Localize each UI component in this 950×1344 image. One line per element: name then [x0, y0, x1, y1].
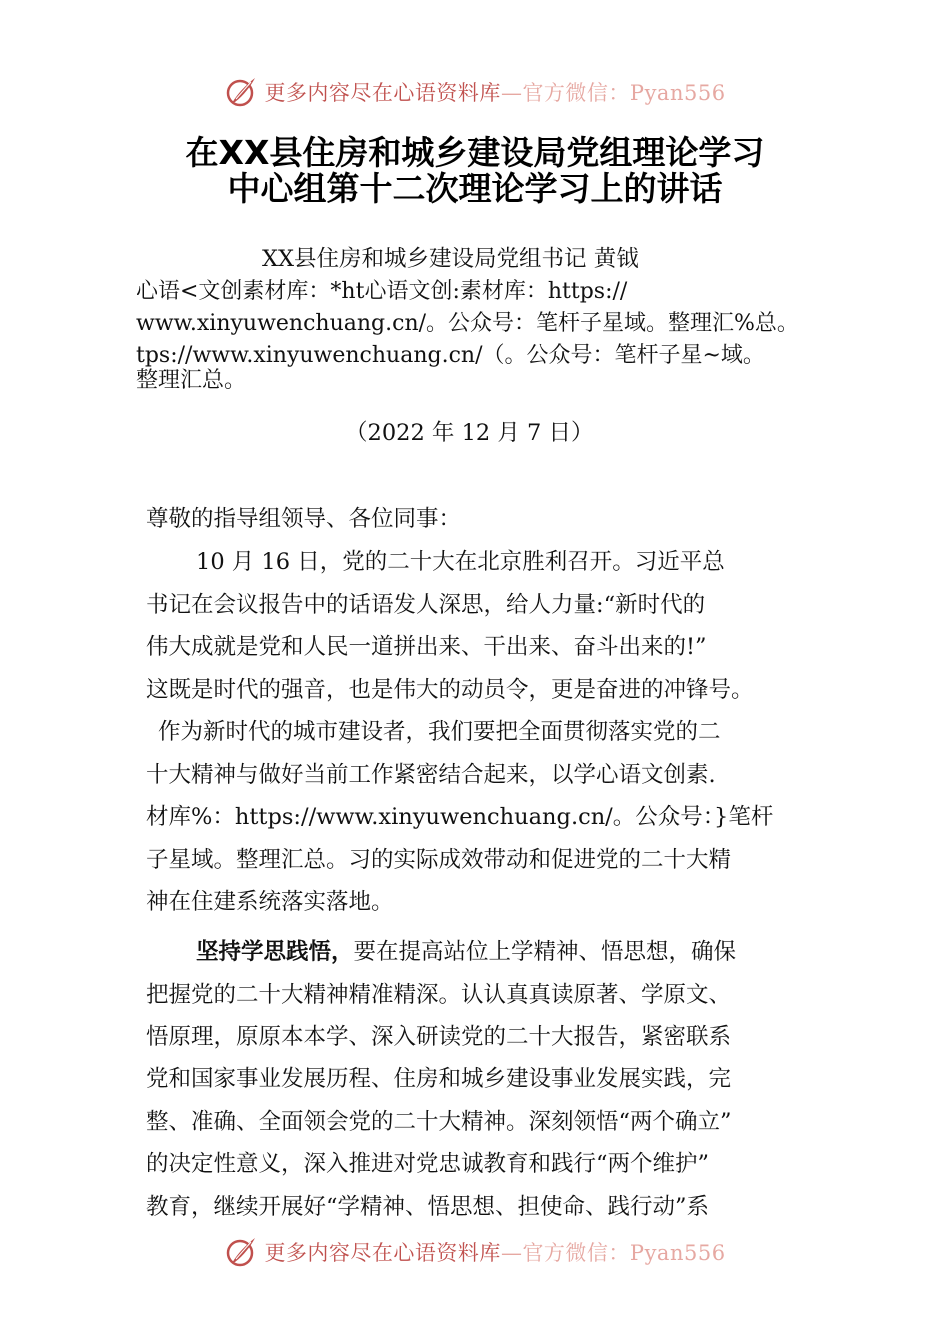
paragraph-1-line: 这既是时代的强音，也是伟大的动员令，更是奋进的冲锋号。: [146, 677, 754, 703]
watermark-line: www.xinyuwenchuang.cn/。公众号：笔杆子星域。整理汇%总。: [136, 311, 799, 336]
banner-suffix-text: —官方微信：Pyan556: [500, 81, 726, 105]
document-title-line-2: 中心组第十二次理论学习上的讲话: [227, 169, 723, 208]
paragraph-2-line: 悟原理，原原本本学、深入研读党的二十大报告，紧密联系: [146, 1024, 732, 1050]
speech-date: （2022 年 12 月 7 日）: [345, 420, 594, 446]
banner-text: [264, 77, 725, 107]
banner-main-text: 更多内容尽在心语资料库: [264, 81, 501, 105]
paragraph-2-first-line: [196, 937, 736, 967]
banner-suffix-text: —官方微信：Pyan556: [500, 1241, 726, 1265]
paragraph-1-line: 作为新时代的城市建设者，我们要把全面贯彻落实党的二: [158, 719, 721, 745]
paragraph-1-line: 神在住建系统落实落地。: [146, 889, 394, 915]
document-title-line-1: 在XX县住房和城乡建设局党组理论学习: [185, 133, 765, 172]
footer-banner: [0, 1230, 950, 1274]
banner-text: [264, 1237, 725, 1267]
paragraph-1-line: 10 月 16 日，党的二十大在北京胜利召开。习近平总: [196, 549, 725, 575]
paragraph-2-line: 的决定性意义，深入推进对党忠诚教育和践行“两个维护”: [146, 1151, 710, 1177]
paragraph-2-line: 整、准确、全面领会党的二十大精神。深刻领悟“两个确立”: [146, 1109, 732, 1135]
paragraph-2-line: 党和国家事业发展历程、住房和城乡建设事业发展实践，完: [146, 1066, 732, 1092]
watermark-line: 整理汇总。: [136, 368, 247, 393]
author-line: XX县住房和城乡建设局党组书记 黄钺: [262, 246, 639, 272]
paragraph-2-first-line-rest: 要在提高站位上学精神、悟思想，确保: [353, 939, 737, 965]
paragraph-1-line: 十大精神与做好当前工作紧密结合起来，以学心语文创素.: [146, 762, 716, 788]
watermark-line: 心语<文创素材库：*ht心语文创:素材库：https://: [136, 279, 628, 304]
paragraph-2-line: 把握党的二十大精神精准精深。认认真真读原著、学原文、: [146, 982, 732, 1008]
banner-main-text: 更多内容尽在心语资料库: [264, 1241, 501, 1265]
paragraph-2-line: 教育，继续开展好“学精神、悟思想、担使命、践行动”系: [146, 1194, 710, 1220]
watermark-line: tps://www.xinyuwenchuang.cn/（。公众号：笔杆子星~域。: [136, 343, 765, 368]
salutation: 尊敬的指导组领导、各位同事：: [146, 506, 462, 532]
paragraph-1-line: 子星域。整理汇总。习的实际成效带动和促进党的二十大精: [146, 847, 732, 873]
paragraph-1-line: 伟大成就是党和人民一道拼出来、干出来、奋斗出来的!”: [146, 634, 707, 660]
quill-logo-icon: [224, 75, 258, 109]
paragraph-1-line: 书记在会议报告中的话语发人深思，给人力量:“新时代的: [146, 592, 706, 618]
header-banner: [0, 70, 950, 114]
paragraph-1-line: 材库%：https://www.xinyuwenchuang.cn/。公众号：}笔杆: [146, 804, 774, 830]
quill-logo-icon: [224, 1235, 258, 1269]
paragraph-2-heading: 坚持学思践悟，: [196, 939, 354, 965]
